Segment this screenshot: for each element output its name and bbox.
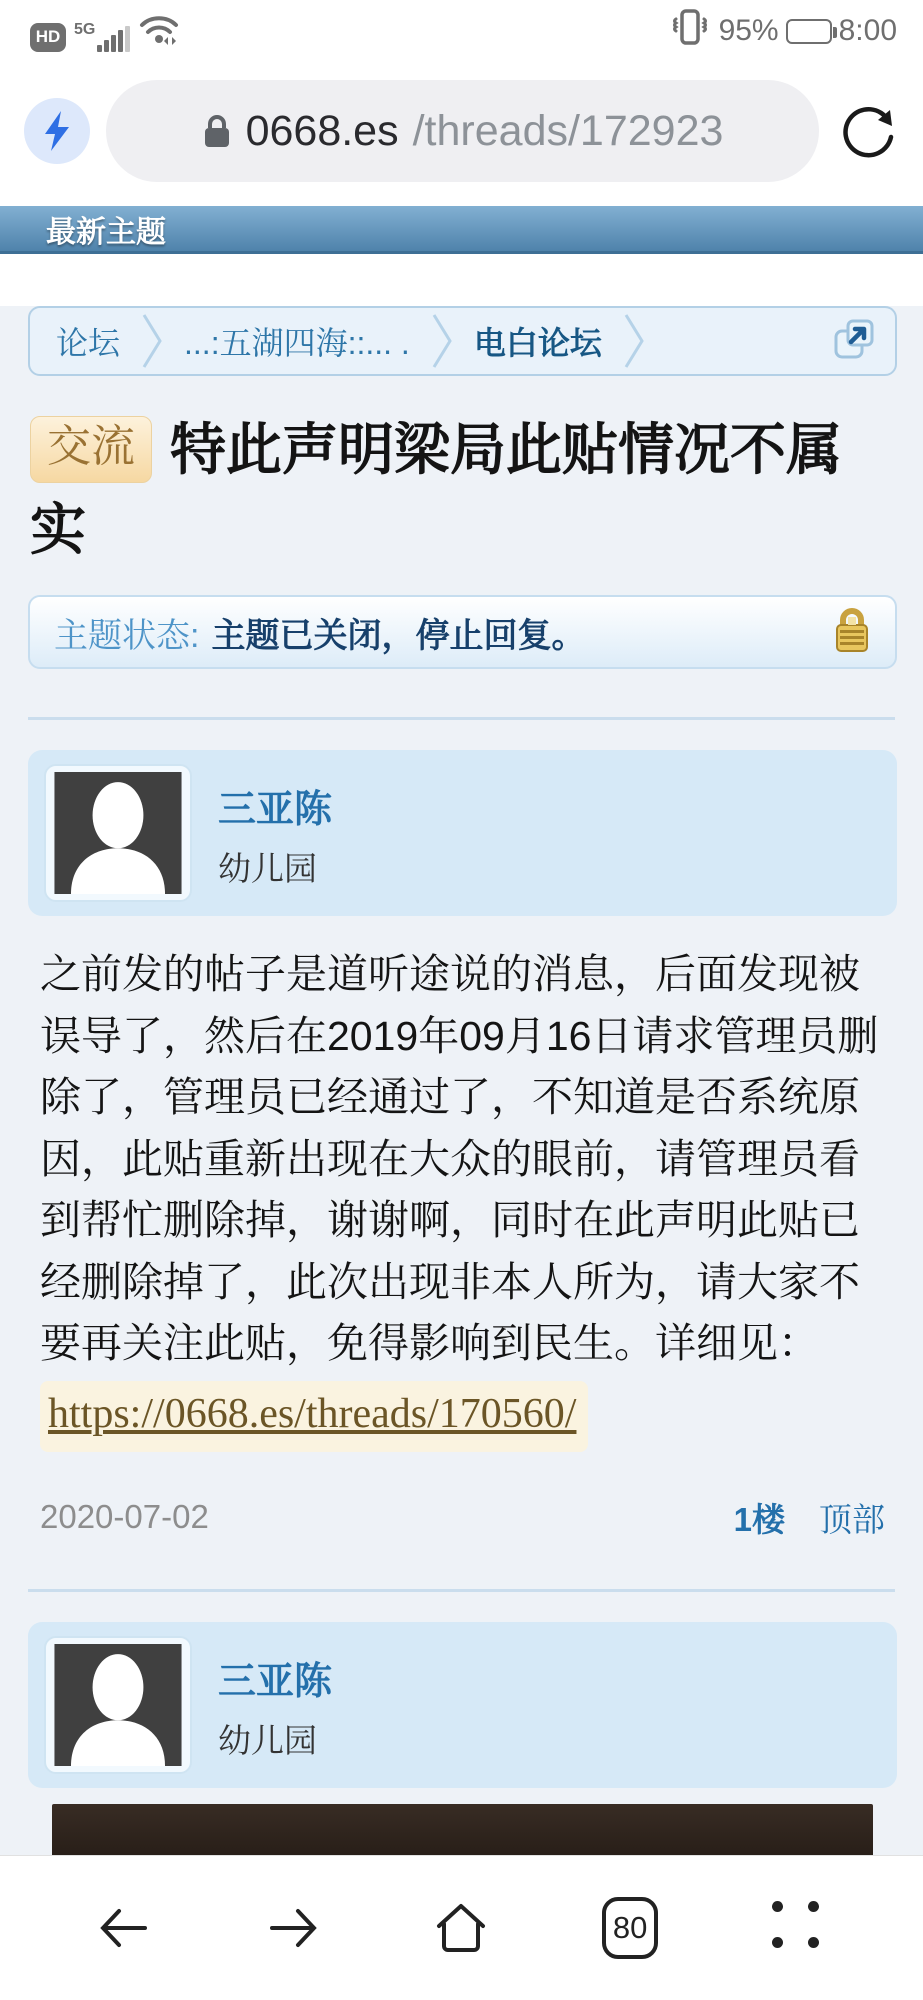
refresh-icon [840,102,898,160]
author-name[interactable]: 三亚陈 [218,789,333,832]
url-domain: 0668.es [245,106,399,155]
section-divider [28,1589,895,1592]
back-arrow-icon [95,1901,153,1955]
vibrate-icon [668,7,712,55]
breadcrumb-forum[interactable]: 论坛 [56,325,121,361]
quick-access-button[interactable] [24,98,90,164]
author-name[interactable]: 三亚陈 [218,1660,333,1703]
status-bar [0,0,923,56]
page-content [0,306,923,1988]
post-1-body [28,916,897,1452]
thread-status-label: 主题状态: [54,616,200,655]
back-button[interactable] [69,1878,179,1978]
cellular-signal-icon: 5G [74,22,130,52]
wifi-icon [138,11,180,52]
battery-percent: 95% [718,14,779,47]
post-1-footer [28,1494,897,1541]
battery-icon [786,19,832,44]
latest-topics-label: 最新主题 [46,215,166,249]
tab-count: 80 [602,1897,658,1959]
home-button[interactable] [406,1878,516,1978]
address-bar[interactable] [106,80,819,182]
breadcrumb-category[interactable]: ...:五湖四海::... . [184,325,410,361]
breadcrumb [28,306,897,376]
person-silhouette-icon [52,1644,184,1766]
avatar[interactable] [44,764,192,902]
browser-bottom-nav [0,1855,923,2000]
avatar[interactable] [44,1636,192,1774]
external-link-icon[interactable] [831,316,877,367]
chevron-right-icon [140,311,164,371]
hd-icon: HD [30,23,66,52]
chevron-right-icon [430,311,454,371]
home-icon [431,1898,491,1958]
tabs-button[interactable] [575,1878,685,1978]
forward-button[interactable] [238,1878,348,1978]
post-date: 2020-07-02 [40,1498,209,1536]
lock-icon [202,112,232,150]
floor-link[interactable]: 1楼 [733,1500,785,1538]
menu-dots-icon [772,1901,826,1955]
post-1 [28,750,897,1541]
clock: 8:00 [838,14,897,47]
thread-link[interactable]: https://0668.es/threads/170560/ [40,1381,588,1452]
post-1-header [28,750,897,916]
person-silhouette-icon [52,772,184,894]
back-to-top-link[interactable]: 顶部 [819,1500,885,1538]
chevron-right-icon [622,311,646,371]
thread-status-text: 主题已关闭，停止回复。 [211,616,586,655]
author-group: 幼儿园 [218,1721,317,1759]
forward-arrow-icon [264,1901,322,1955]
refresh-button[interactable] [835,97,903,165]
browser-toolbar [0,56,923,206]
latest-topics-bar[interactable] [0,206,923,254]
section-divider [28,717,895,720]
post-2-header [28,1622,897,1788]
thread-title-block [30,410,893,569]
lock-closed-icon [831,605,873,660]
thread-status-box [28,595,897,669]
post-text: 之前发的帖子是道听途说的消息，后面发现被误导了，然后在2019年09月16日请求管理员删除了，管理员已经通过了，不知道是否系统原因，此贴重新出现在大众的眼前，请管理员看到帮忙删除掉，谢谢啊，同时在此声明此贴已经删除掉了，此次出现非本人所为，请大家不要再关注此贴，免得影响到民生。详细见： [40,951,879,1367]
url-path: /threads/172923 [412,106,724,155]
menu-button[interactable] [744,1878,854,1978]
thread-tag[interactable]: 交流 [30,416,152,483]
breadcrumb-current-forum[interactable]: 电白论坛 [473,325,602,361]
thread-title: 特此声明梁局此贴情况不属实 [30,418,842,561]
lightning-icon [40,109,74,153]
author-group: 幼儿园 [218,850,317,888]
